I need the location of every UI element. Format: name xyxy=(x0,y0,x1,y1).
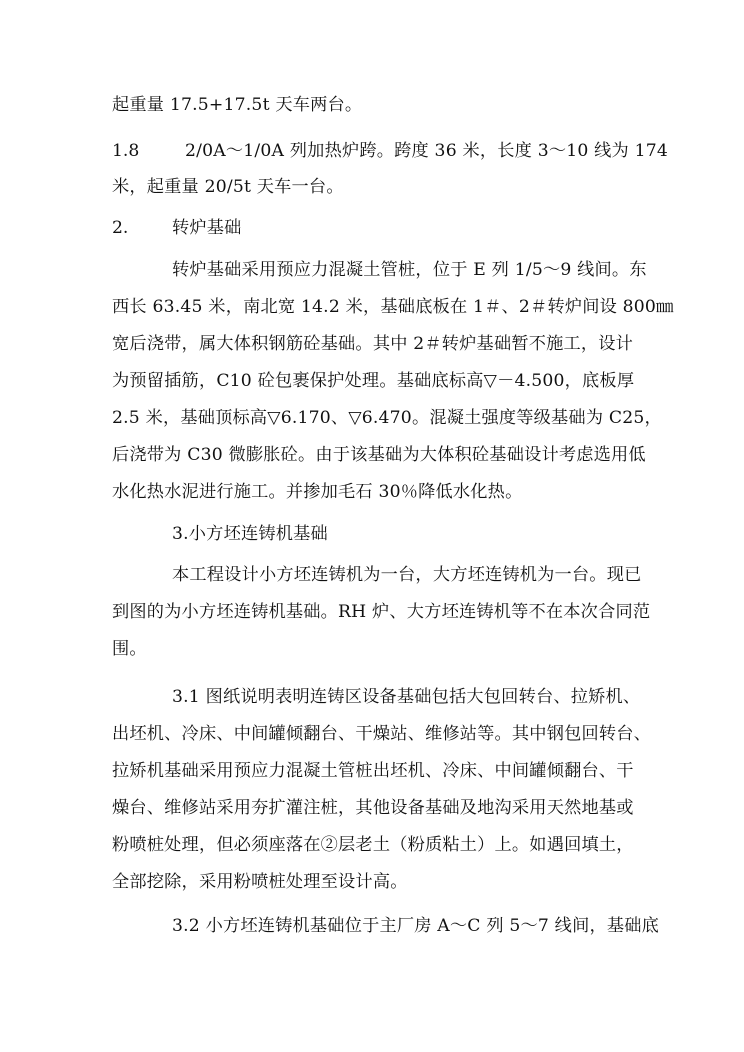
section-number: 2. xyxy=(112,218,129,238)
text-line: 粉喷桩处理，但必须座落在②层老土（粉质粘土）上。如遇回填土， xyxy=(112,835,634,855)
text-line: 3.2 小方坯连铸机基础位于主厂房 A～C 列 5～7 线间，基础底 xyxy=(172,916,660,936)
section-heading: 3.小方坯连铸机基础 xyxy=(172,524,328,544)
text-line: 燥台、维修站采用夯扩灌注桩，其他设备基础及地沟采用天然地基或 xyxy=(112,798,634,818)
text-line: 围。 xyxy=(112,639,147,659)
text-line: 水化热水泥进行施工。并掺加毛石 30％降低水化热。 xyxy=(112,482,523,502)
text-line: 后浇带为 C30 微膨胀砼。由于该基础为大体积砼基础设计考虑选用低 xyxy=(112,445,646,465)
text-line: 2/0A～1/0A 列加热炉跨。跨度 36 米，长度 3～10 线为 174 xyxy=(185,141,669,161)
text-line: 为预留插筋，C10 砼包裹保护处理。基础底标高▽－4.500，底板厚 xyxy=(112,371,635,391)
section-number: 1.8 xyxy=(112,141,140,161)
text-line: 拉矫机基础采用预应力混凝土管桩出坯机、冷床、中间罐倾翻台、干 xyxy=(112,761,634,781)
text-line: 到图的为小方坯连铸机基础。RH 炉、大方坯连铸机等不在本次合同范 xyxy=(112,602,651,622)
text-line: 宽后浇带，属大体积钢筋砼基础。其中 2＃转炉基础暂不施工，设计 xyxy=(112,334,634,354)
section-heading: 转炉基础 xyxy=(172,218,242,238)
text-line: 出坯机、冷床、中间罐倾翻台、干燥站、维修站等。其中钢包回转台、 xyxy=(112,724,652,744)
text-line: 2.5 米，基础顶标高▽6.170、▽6.470。混凝土强度等级基础为 C25， xyxy=(112,408,662,428)
text-line: 转炉基础采用预应力混凝土管桩，位于 E 列 1/5～9 线间。东 xyxy=(172,260,647,280)
text-line: 本工程设计小方坯连铸机为一台，大方坯连铸机为一台。现已 xyxy=(172,565,642,585)
text-line: 西长 63.45 米，南北宽 14.2 米，基础底板在 1＃、2＃转炉间设 800㎜ xyxy=(112,297,674,317)
text-line: 起重量 17.5+17.5t 天车两台。 xyxy=(112,95,363,115)
text-line: 3.1 图纸说明表明连铸区设备基础包括大包回转台、拉矫机、 xyxy=(172,687,641,707)
text-line: 全部挖除，采用粉喷桩处理至设计高。 xyxy=(112,872,408,892)
text-line: 米，起重量 20/5t 天车一台。 xyxy=(112,177,344,197)
